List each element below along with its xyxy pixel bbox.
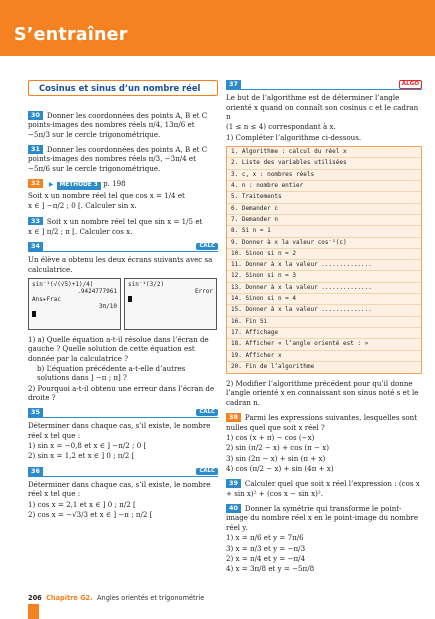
algorithm-line: 8. Si n = 1	[227, 226, 421, 237]
exercise-text: x ∈ ] π/2 ; π [. Calculer cos x.	[28, 226, 133, 236]
page-reference: p. 198	[103, 179, 126, 189]
exercise-33	[28, 217, 218, 237]
method-link[interactable]: MÉTHODE 3	[57, 182, 101, 190]
algorithm-line: 1. Algorithme : calcul du réel x	[227, 147, 421, 158]
algorithm-line: 9. Donner à x la valeur cos⁻¹(c)	[227, 238, 421, 249]
calc-badge: CALC	[196, 243, 218, 250]
question: 1) sin x = −0,8 et x ∈ ] −π/2 ; 0 [	[28, 441, 147, 451]
exercise-bar	[28, 242, 218, 252]
algorithm-line: 4. n : nombre entier	[227, 181, 421, 192]
exercise-number: 31	[28, 145, 43, 154]
section-heading	[28, 80, 218, 96]
exercise-number: 33	[28, 217, 43, 226]
exercise-number: 40	[226, 504, 241, 513]
screen-line: Ans▸Frac	[32, 295, 61, 303]
page-title: S’entraîner	[14, 25, 128, 45]
page-number: 206	[28, 594, 42, 602]
question: 2) cos x = −√3/3 et x ∈ ] −π ; π/2 [	[28, 509, 153, 519]
exercise-number: 38	[226, 413, 241, 422]
expression-item: 4) cos (π/2 − x) + sin (4π + x)	[226, 463, 334, 473]
algorithm-line: 10. Sinon si n = 2	[227, 249, 421, 260]
footer-color-block	[28, 604, 39, 619]
algorithm-line: 6. Demander c	[227, 204, 421, 215]
algorithm-line: 20. Fin de l’algorithme	[231, 362, 315, 370]
expression-item: 4) x = 3π/8 et y = −5π/8	[226, 564, 315, 574]
screen-line: 3π/10	[98, 303, 117, 311]
exercise-number: 32	[28, 179, 43, 188]
algorithm-line: 3. c, x : nombres réels	[227, 170, 421, 181]
exercise-intro: Donner la symétrie qui transforme le point-image du nombre réel x en le point-image du nombre réel y.	[226, 504, 419, 532]
screen-line: sin⁻¹(3/2)	[128, 280, 165, 288]
exercise-bar	[28, 408, 218, 418]
exercise-intro: Parmi les expressions suivantes, lesquelles sont nulles quel que soit x réel ?	[226, 413, 418, 432]
section-title: Cosinus et sinus d’un nombre réel	[39, 83, 201, 93]
expression-item: 2) sin (π/2 − x) + cos (π − x)	[226, 443, 330, 453]
algorithm-line: 14. Sinon si n = 4	[227, 294, 421, 305]
exercise-text: x ∈ ] −π/2 ; 0 [. Calculer sin x.	[28, 201, 137, 211]
algorithm-line: 13. Donner à x la valeur ..............	[227, 283, 421, 294]
header-banner	[0, 0, 435, 56]
algorithm-line: 12. Sinon si n = 3	[227, 271, 421, 282]
algorithm-line: 5. Traitements	[227, 192, 421, 203]
exercise-32	[28, 179, 218, 210]
exercise-34	[28, 242, 218, 402]
right-column	[226, 80, 422, 580]
calculator-screens	[28, 278, 218, 330]
calc-badge: CALC	[196, 409, 218, 416]
algorithm-line: 2. Liste des variables utilisées	[227, 158, 421, 169]
calc-badge: CALC	[196, 468, 218, 475]
exercise-text: Donner les coordonnées des points A, B et C points-images des nombres réels π/3, −3π/4 et −5π/6 sur le cercle trigonométrique.	[28, 145, 208, 173]
left-column	[28, 80, 218, 525]
exercise-text: Soit x un nombre réel tel que cos x = 1/4 et	[28, 190, 185, 200]
footer-text	[28, 594, 204, 603]
expression-item: 3) x = π/3 et y = −π/3	[226, 543, 306, 553]
exercise-37	[226, 80, 422, 407]
cursor-icon	[128, 296, 132, 302]
question: 1) Compléter l’algorithme ci-dessous.	[226, 132, 362, 142]
cursor-icon	[32, 311, 36, 317]
algo-badge: ALGO	[399, 80, 422, 89]
exercise-39	[226, 479, 422, 498]
screen-line: Error	[194, 288, 213, 296]
exercise-text: Calculer quel que soit x réel l’expression : (cos x + sin x)² + (cos x − sin x)².	[226, 479, 420, 498]
exercise-35	[28, 408, 218, 460]
question: 2) Modifier l’algorithme précédent pour qu’il donne l’angle orienté x en connaissant son sinus noté s et le cadran n.	[226, 379, 419, 407]
screen-line: .9424777961	[77, 288, 117, 296]
question: 1) a) Quelle équation a-t-il résolue dans l’écran de gauche ? Quelle solution de cette équation est donnée par la calculatrice ?	[28, 334, 209, 363]
algorithm-line: 15. Donner à x la valeur ..............	[227, 305, 421, 316]
exercise-intro: Déterminer dans chaque cas, s’il existe, le nombre réel x tel que :	[28, 421, 211, 440]
exercise-38	[226, 413, 422, 473]
calculator-screen-left	[28, 278, 121, 330]
algorithm-line: 7. Demander n	[227, 215, 421, 226]
exercise-number: 39	[226, 479, 241, 488]
algorithm-line: 16. Fin Si	[227, 317, 421, 328]
exercise-number: 36	[28, 467, 43, 476]
question: 2) sin x = 1,2 et x ∈ ] 0 ; π/2 [	[28, 451, 135, 461]
algorithm-line: 18. Afficher « l’angle orienté est : »	[227, 339, 421, 350]
exercise-number: 37	[226, 80, 241, 89]
exercise-36	[28, 467, 218, 519]
algorithm-line: 19. Afficher x	[227, 351, 421, 362]
chapter-label: Chapitre G2.	[46, 594, 93, 602]
question: 1) cos x = 2,1 et x ∈ ] 0 ; π/2 [	[28, 499, 136, 509]
expression-item: 3) sin (2π − x) + sin (π + x)	[226, 453, 326, 463]
algorithm-line: 11. Donner à x la valeur ..............	[227, 260, 421, 271]
page-footer	[0, 589, 435, 619]
exercise-40	[226, 504, 422, 574]
question: b) L’équation précédente a-t-elle d’autres solutions dans ] −π ; π] ?	[37, 364, 186, 383]
exercise-text: (1 ≤ n ≤ 4) correspondant à x.	[226, 122, 336, 132]
exercise-bar	[226, 80, 422, 90]
screen-line: sin⁻¹(√(√5)+1)/4)	[32, 280, 94, 288]
calculator-screen-right	[124, 278, 217, 330]
expression-item: 2) x = π/4 et y = −π/4	[226, 553, 306, 563]
algorithm-line: 17. Affichage	[227, 328, 421, 339]
exercise-text: Soit x un nombre réel tel que sin x = 1/5 et	[46, 216, 203, 226]
triangle-arrow-icon: ▶	[48, 181, 54, 189]
algorithm-box	[226, 146, 422, 374]
chapter-topic: Angles orientés et trigonométrie	[97, 594, 205, 602]
exercise-31	[28, 145, 218, 173]
exercise-text: Donner les coordonnées des points A, B et C points-images des nombres réels π/4, 13π/6 et −5π/3 sur le cercle trigonométrique.	[28, 111, 208, 139]
exercise-intro: Le but de l’algorithme est de déterminer l’angle orienté x quand on connaît son cosinus c et le cadran n	[226, 93, 419, 122]
expression-item: 1) cos (x + π) − cos (−x)	[226, 432, 315, 442]
question: 2) Pourquoi a-t-il obtenu une erreur dans l’écran de droite ?	[28, 383, 215, 403]
exercise-bar	[28, 467, 218, 477]
expression-item: 1) x = π/6 et y = 7π/6	[226, 533, 304, 543]
exercise-intro: Déterminer dans chaque cas, s’il existe, le nombre réel x tel que :	[28, 479, 211, 499]
exercise-number: 30	[28, 111, 43, 120]
exercise-30	[28, 111, 218, 139]
exercise-number: 35	[28, 408, 43, 417]
exercise-intro: Un élève a obtenu les deux écrans suivants avec sa calculatrice.	[28, 255, 213, 274]
exercise-number: 34	[28, 242, 43, 251]
